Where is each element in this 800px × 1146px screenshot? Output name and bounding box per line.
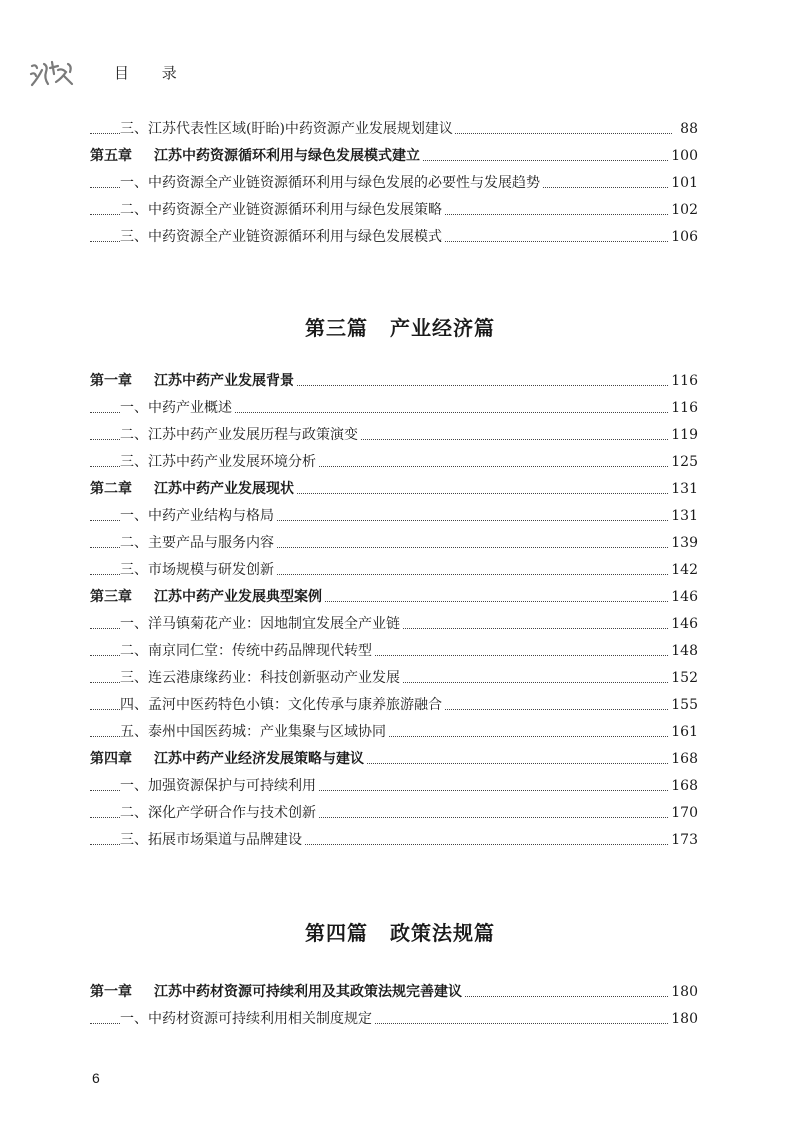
toc-chapter-entry[interactable] <box>90 143 698 170</box>
page-ref: 146 <box>669 611 698 638</box>
entry-text: 一、中药产业概述 <box>120 400 232 416</box>
entry-text: 二、中药资源全产业链资源循环利用与绿色发展策略 <box>120 202 442 218</box>
toc-section-entry[interactable] <box>90 827 698 854</box>
toc-section-entry[interactable] <box>90 530 698 557</box>
entry-text: 三、连云港康缘药业：科技创新驱动产业发展 <box>120 670 400 686</box>
entry-text: 三、市场规模与研发创新 <box>120 562 274 578</box>
entry-text: 一、洋马镇菊花产业：因地制宜发展全产业链 <box>120 616 400 632</box>
toc-entry-title <box>120 422 360 449</box>
chapter-number: 第四章 <box>90 751 132 767</box>
part-three-title <box>0 312 800 341</box>
toc-section-entry[interactable] <box>90 557 698 584</box>
page-ref: 170 <box>669 800 698 827</box>
part-four-number: 第四篇 <box>305 921 368 945</box>
toc-block-3 <box>90 979 698 1033</box>
toc-entry-title <box>90 476 296 503</box>
page-ref: 146 <box>669 584 698 611</box>
page-ref: 180 <box>669 1006 698 1033</box>
part-three-number: 第三篇 <box>305 316 368 340</box>
page-number: 6 <box>92 1070 100 1086</box>
chapter-number: 第二章 <box>90 481 132 497</box>
toc-block-2 <box>90 368 698 854</box>
toc-entry-title <box>120 719 388 746</box>
toc-section-entry[interactable] <box>90 422 698 449</box>
entry-text: 三、中药资源全产业链资源循环利用与绿色发展模式 <box>120 229 442 245</box>
page-ref: 161 <box>669 719 698 746</box>
toc-entry-title <box>120 224 444 251</box>
page-ref: 168 <box>669 773 698 800</box>
toc-section-entry[interactable] <box>90 638 698 665</box>
entry-text: 江苏中药资源循环利用与绿色发展模式建立 <box>154 148 420 164</box>
entry-text: 二、江苏中药产业发展历程与政策演变 <box>120 427 358 443</box>
toc-entry-title <box>90 143 422 170</box>
toc-entry-title <box>120 557 276 584</box>
toc-entry-title <box>90 368 296 395</box>
part-four-title <box>0 917 800 946</box>
toc-section-entry[interactable] <box>90 224 698 251</box>
entry-text: 一、中药产业结构与格局 <box>120 508 274 524</box>
page-ref: 173 <box>669 827 698 854</box>
toc-chapter-entry[interactable] <box>90 368 698 395</box>
toc-chapter-entry[interactable] <box>90 746 698 773</box>
page-ref: 152 <box>669 665 698 692</box>
entry-text: 二、深化产学研合作与技术创新 <box>120 805 316 821</box>
page-ref: 116 <box>669 368 698 395</box>
part-four-name: 政策法规篇 <box>390 921 495 945</box>
entry-text: 一、加强资源保护与可持续利用 <box>120 778 316 794</box>
page-ref: 125 <box>669 449 698 476</box>
toc-section-entry[interactable] <box>90 503 698 530</box>
toc-entry-title <box>120 638 374 665</box>
toc-entry-title <box>120 530 276 557</box>
toc-entry-title <box>120 611 402 638</box>
page-ref: 119 <box>669 422 698 449</box>
toc-section-entry[interactable] <box>90 395 698 422</box>
entry-text: 一、中药资源全产业链资源循环利用与绿色发展的必要性与发展趋势 <box>120 175 540 191</box>
calligraphy-logo-icon <box>28 58 76 88</box>
toc-chapter-entry[interactable] <box>90 476 698 503</box>
entry-text: 五、泰州中国医药城：产业集聚与区域协同 <box>120 724 386 740</box>
toc-section-entry[interactable] <box>90 611 698 638</box>
entry-text: 江苏中药产业经济发展策略与建议 <box>154 751 364 767</box>
page-ref: 88 <box>678 116 698 143</box>
page-ref: 116 <box>669 395 698 422</box>
entry-text: 三、拓展市场渠道与品牌建设 <box>120 832 302 848</box>
entry-text: 江苏中药产业发展典型案例 <box>154 589 322 605</box>
page-ref: 142 <box>669 557 698 584</box>
entry-text: 二、南京同仁堂：传统中药品牌现代转型 <box>120 643 372 659</box>
toc-section-entry[interactable] <box>90 449 698 476</box>
entry-text: 四、孟河中医药特色小镇：文化传承与康养旅游融合 <box>120 697 442 713</box>
header-title: 目 录 <box>114 64 191 82</box>
toc-entry-title <box>120 449 318 476</box>
toc-section-entry[interactable] <box>90 719 698 746</box>
page-ref: 155 <box>669 692 698 719</box>
toc-section-entry[interactable] <box>90 116 698 143</box>
toc-entry-title <box>120 197 444 224</box>
running-header <box>28 58 328 88</box>
toc-entry-title <box>120 827 304 854</box>
toc-section-entry[interactable] <box>90 773 698 800</box>
page-ref: 102 <box>669 197 698 224</box>
toc-entry-title <box>120 116 455 143</box>
toc-section-entry[interactable] <box>90 800 698 827</box>
page-ref: 131 <box>669 476 698 503</box>
toc-entry-title <box>120 665 402 692</box>
chapter-number: 第一章 <box>90 373 132 389</box>
chapter-number: 第五章 <box>90 148 132 164</box>
toc-section-entry[interactable] <box>90 197 698 224</box>
toc-chapter-entry[interactable] <box>90 979 698 1006</box>
entry-text: 江苏中药产业发展背景 <box>154 373 294 389</box>
page-ref: 101 <box>669 170 698 197</box>
entry-text: 江苏中药产业发展现状 <box>154 481 294 497</box>
toc-entry-title <box>90 746 366 773</box>
toc-section-entry[interactable] <box>90 665 698 692</box>
entry-text: 江苏中药材资源可持续利用及其政策法规完善建议 <box>154 984 462 1000</box>
entry-text: 二、主要产品与服务内容 <box>120 535 274 551</box>
chapter-number: 第一章 <box>90 984 132 1000</box>
page-ref: 100 <box>669 143 698 170</box>
toc-section-entry[interactable] <box>90 692 698 719</box>
page-ref: 168 <box>669 746 698 773</box>
part-three-name: 产业经济篇 <box>390 316 495 340</box>
toc-section-entry[interactable] <box>90 170 698 197</box>
entry-text: 三、江苏中药产业发展环境分析 <box>120 454 316 470</box>
toc-entry-title <box>120 503 276 530</box>
page-ref: 180 <box>669 979 698 1006</box>
entry-text: 三、江苏代表性区域(盱眙)中药资源产业发展规划建议 <box>120 121 453 137</box>
page-ref: 106 <box>669 224 698 251</box>
toc-chapter-entry[interactable] <box>90 584 698 611</box>
toc-entry-title <box>90 979 464 1006</box>
entry-text: 一、中药材资源可持续利用相关制度规定 <box>120 1011 372 1027</box>
toc-entry-title <box>120 773 318 800</box>
toc-entry-title <box>120 800 318 827</box>
toc-block-1 <box>90 116 698 251</box>
page-ref: 131 <box>669 503 698 530</box>
toc-entry-title <box>120 170 542 197</box>
toc-entry-title <box>90 584 324 611</box>
toc-entry-title <box>120 395 234 422</box>
chapter-number: 第三章 <box>90 589 132 605</box>
toc-section-entry[interactable] <box>90 1006 698 1033</box>
page-ref: 139 <box>669 530 698 557</box>
toc-entry-title <box>120 1006 374 1033</box>
page-ref: 148 <box>669 638 698 665</box>
toc-entry-title <box>120 692 444 719</box>
